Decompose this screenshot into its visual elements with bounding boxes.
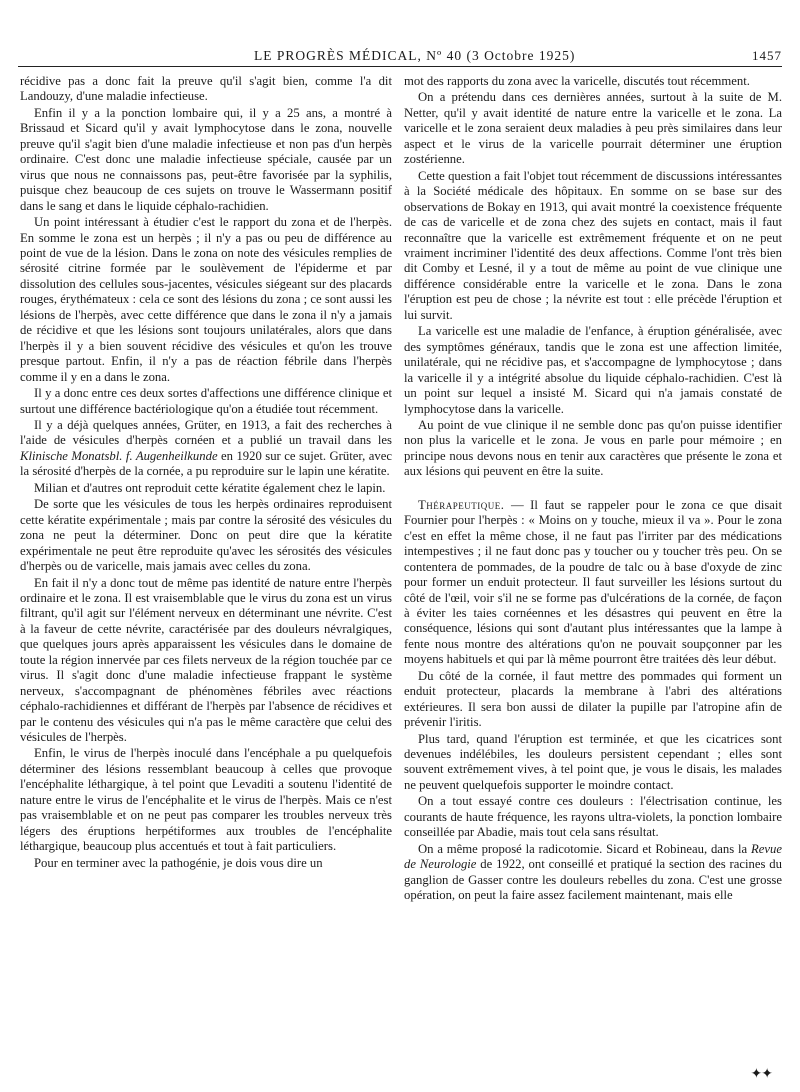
paragraph: En fait il n'y a donc tout de même pas identité de nature entre l'herpès ordinaire et le zona. Il est vraisemblable que le virus du zona est un virus filtrant, qu'il agit sur l'élément nerveux en déterminant une névrite. C'est à la faveur de cette névrite, caractérisée par des douleurs névralgiques, que quelques jours après apparaissent les vésicules dans le domaine de toute la région innervée par ces filets nerveux de la région touchée par ce virus. Il s'agit donc d'une maladie infectieuse frappant le système nerveux, s'accompagnant de phénomènes fébriles avec réactions céphalo-rachidiennes et différant de l'herpès par l'absence de récidives et par le contenu des vésicules qui n'a pas le même caractère que celui des vésicules de l'herpès. (20, 575, 392, 745)
paragraph: Un point intéressant à étudier c'est le rapport du zona et de l'herpès. En somme le zona est un herpès ; il n'y a pas ou peu de différence au point de vue de la lésion. Dans le zona on note des vésicules remplies de sérosité citrine formée par le soulèvement de l'épiderme et par dissolution des cellules sous-jacentes, vésicules siégeant sur des placards rouges, érythémateux : cela ce sont des lésions du zona ; ce sont aussi les lésions de l'herpès, avec cette différence que dans le zona il n'y a jamais de récidive et que les lésions sont toujours unilatérales, alors que dans l'herpès il y a bien souvent récidive des vésicules et qu'on les trouve presque partout. Enfin, il n'y a pas de réaction fébrile dans l'herpès comme il y en a dans le zona. (20, 215, 392, 384)
paragraph: Pour en terminer avec la pathogénie, je dois vous dire un (34, 855, 323, 870)
paragraph: Plus tard, quand l'éruption est terminée, et que les cicatrices sont devenues indélébiles, les douleurs persistent cependant ; elles sont souvent extrêmement vives, à tel point que, je vous le disais, les malades ne peuvent quelquefois supporter le moindre contact. (404, 731, 782, 792)
text-run: Il y a déjà quelques années, Grüter, en 1913, a fait des recherches à l'aide de vésicules d'herpès cornéen et a publié un travail dans les (20, 417, 392, 448)
paragraph: De sorte que les vésicules de tous les herpès ordinaires reproduisent cette kératite expérimentale ; mais par contre la sérosité des vésicules du zona ne peut la déterminer. Donc on peut dire que la kératite expérimentale ne peut être reproduite qu'avec les sérosités des vésicules d'herpès ou de varicelle, mais jamais avec celles du zona. (20, 497, 392, 574)
paragraph: Enfin, le virus de l'herpès inoculé dans l'encéphale a pu quelquefois déterminer des lésions ressemblant beaucoup à celles que provoque l'encéphalite léthargique, à tel point que Levaditi a soutenu l'identité de nature entre le virus de l'encéphalite et le virus de l'herpès. Mais ce n'est pas vraisemblable et on ne peut pas comparer les troubles nerveux très légers des éruptions herpétiformes aux troubles de l'encéphalite léthargique, beaucoup plus accentués et tout à fait particuliers. (20, 746, 392, 854)
paragraph: Il y a donc entre ces deux sortes d'affections une différence clinique et surtout une différence bactériologique qu'on a étudiée tout récemment. (20, 386, 392, 416)
ornament-icon: ✦✦ (750, 1066, 772, 1082)
paragraph: Cette question a fait l'objet tout récemment de discussions intéressantes à la Société médicale des hôpitaux. En somme on se base sur des observations de Bokay en 1913, qui avait montré la coexistence fréquente de cas de varicelle et de zona chez des sujets en contact, mais il faut reconnaître que la varicelle est extrêmement fréquente et on ne peut vraiment incriminer l'identité des deux affections. Comme l'ont très bien dit Comby et Lesné, il y a tout de même au point de vue clinique une différence considérable entre la varicelle et le zona. Dans le zona l'éruption est peu de chose ; la névrite est tout : elle précède l'éruption et lui survit. (404, 168, 782, 322)
header-rule (18, 66, 782, 67)
paragraph (404, 842, 782, 904)
paragraph: La varicelle est une maladie de l'enfance, à éruption généralisée, avec des symptômes généraux, tandis que le zona est une affection limitée, unilatérale, qui ne récidive pas, et s'accompagne de lymphocytose ; dans la varicelle il y a intégrité absolue du liquide céphalo-rachidien. C'est là un point sur lequel a insisté M. Sicard qui n'a jamais constaté de lymphocytose dans la varicelle. (404, 324, 782, 416)
text-run: On a même proposé la radicotomie. Sicard et Robineau, dans la (418, 841, 751, 856)
paragraph (404, 498, 782, 668)
paragraph: Milian et d'autres ont reproduit cette kératite également chez le lapin. (34, 480, 386, 495)
paragraph: On a tout essayé contre ces douleurs : l'électrisation continue, les courants de haute fréquence, les rayons ultra-violets, la ponction lombaire conseillée par Abadie, mais tout cela sans résultat. (404, 794, 782, 840)
right-column (404, 74, 782, 904)
text-run: de 1922, ont conseillé et pratiqué la section des racines du ganglion de Gasser contre les douleurs rebelles du zona. C'est une grosse opération, on peut la faire assez facilement maintenant, mais elle (404, 857, 782, 903)
paragraph: récidive pas a donc fait la preuve qu'il s'agit bien, comme l'a dit Landouzy, d'une maladie infectieuse. (20, 74, 392, 104)
page-number: 1457 (752, 48, 782, 63)
section-heading: Thérapeutique. (418, 497, 505, 512)
running-title: LE PROGRÈS MÉDICAL, Nº 40 (3 Octobre 1925) (254, 48, 576, 63)
left-column (20, 74, 392, 871)
paragraph: mot des rapports du zona avec la varicelle, discutés tout récemment. (404, 74, 750, 88)
paragraph: Du côté de la cornée, il faut mettre des pommades qui forment un enduit protecteur, placards la membrane à l'abri des altérations extérieures. Il sera bon aussi de dilater la pupille par l'atropine afin de prévenir l'iritis. (404, 668, 782, 730)
journal-title: Klinische Monatsbl. f. Augenheilkunde (20, 448, 218, 463)
text-run: — Il faut se rappeler pour le zona ce que disait Fournier pour l'herpès : « Moins on y touche, mieux il va ». Pour le zona c'est en effet la même chose, il ne faut pas l'irriter par des médications intempestives ; il ne faut donc pas y toucher ou y toucher très peu. On se contentera de pommades, de la poudre de talc ou à base d'oxyde de zinc pour former un enduit protecteur. Il faut surveiller les lésions surtout du côté de l'œil, voir s'il ne se forme pas d'ulcérations de la cornée, de façon à éviter les taies cornéennes et les désastres qui peuvent en être la conséquence, lésions qui sont d'autant plus intéressantes que la lampe à fente nous montre des altérations qu'on ne pouvait soupçonner par les moyens habituels et qui par là même pourront être traitées dès leur début. (404, 497, 782, 667)
journal-title: Revue de Neurologie (404, 841, 782, 872)
page-header (22, 44, 782, 66)
paragraph: On a prétendu dans ces dernières années, surtout à la suite de M. Netter, qu'il y avait identité de nature entre la varicelle et le zona. La varicelle et le zona seraient deux maladies à peu près similaires dans leur aspect et le virus de la varicelle pourrait déterminer une éruption zostérienne. (404, 90, 782, 167)
paragraph (20, 418, 392, 480)
paragraph: Au point de vue clinique il ne semble donc pas qu'on puisse identifier non plus la varicelle et le zona. Je vous en parle pour mémoire ; en principe nous devons nous en tenir aux caractères que présente le zona et aux lésions qui peuvent en être la suite. (404, 417, 782, 479)
paragraph: Enfin il y a la ponction lombaire qui, il y a 25 ans, a montré à Brissaud et Sicard qu'il y avait lymphocytose dans le zona, nouvelle preuve qu'il s'agit bien d'une maladie infectieuse et non pas d'un herpès ordinaire. C'est donc une maladie infectieuse spéciale, causée par un virus que nous ne connaissons pas, peut-être favorisée par la syphilis, puisque chez beaucoup de ces sujets on trouve le Wassermann positif dans le sang et dans le liquide céphalo-rachidien. (20, 105, 392, 213)
text-run: en 1920 sur ce sujet. Grüter, avec la sérosité d'herpès de la cornée, a pu reproduire sur le lapin une kératite. (20, 448, 392, 479)
